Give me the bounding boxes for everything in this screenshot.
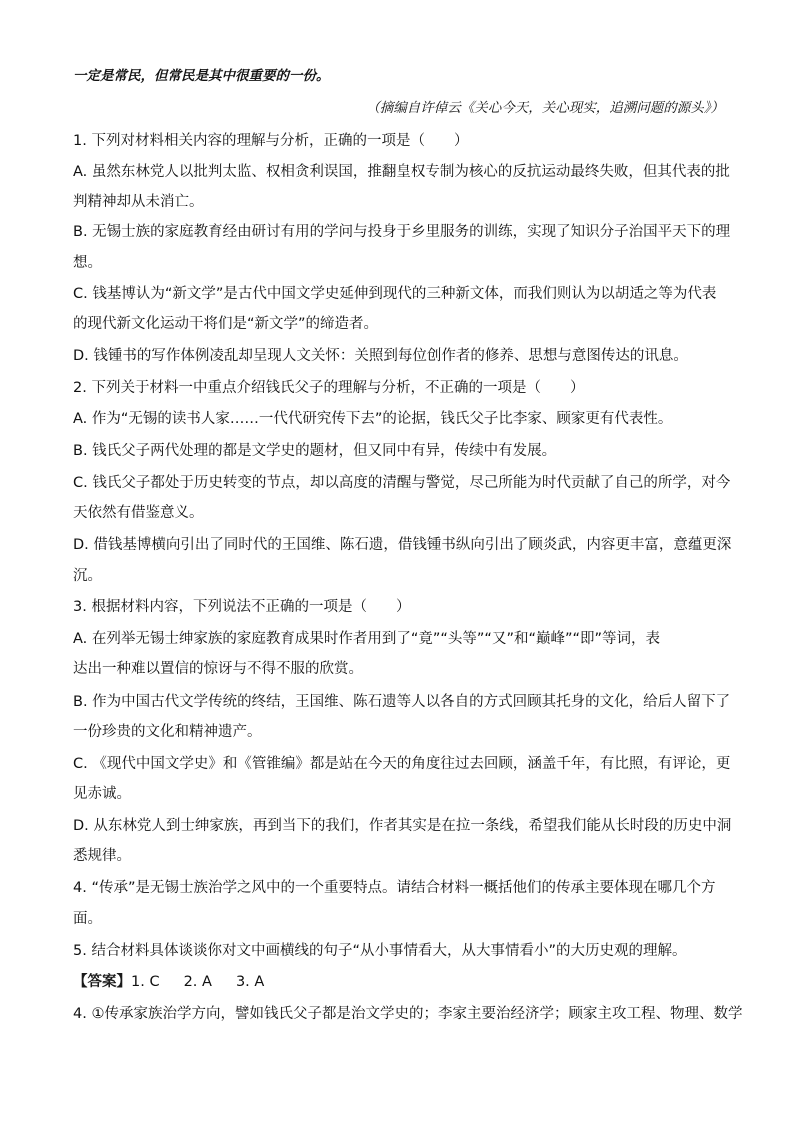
q3-option-c-cont: 见赤诚。 xyxy=(73,786,131,802)
q3-option-a: A. 在列举无锡士绅家族的家庭教育成果时作者用到了“竟”“头等”“又”和“巅峰”“即”等词，表 xyxy=(73,631,660,647)
q3-stem: 3. 根据材料内容，下列说法不正确的一项是（ ） xyxy=(73,599,411,615)
q3-option-b: B. 作为中国古代文学传统的终结，王国维、陈石遗等人以各自的方式回顾其托身的文化，给后人留下了 xyxy=(73,694,731,710)
q3-option-a-cont: 达出一种难以置信的惊讶与不得不服的欣赏。 xyxy=(73,661,363,677)
source-citation: （摘编自许倬云《关心今天，关心现实，追溯问题的源头》） xyxy=(366,100,724,116)
q2-option-c-cont: 天依然有借鉴意义。 xyxy=(73,505,204,521)
q3-option-d-cont: 悉规律。 xyxy=(73,848,131,864)
q4-stem: 4. “传承”是无锡士族治学之风中的一个重要特点。请结合材料一概括他们的传承主要体现在哪几个方 xyxy=(73,880,716,896)
q1-option-a: A. 虽然东林党人以批判太监、权相贪利误国，推翻皇权专制为核心的反抗运动最终失败，但其代表的批 xyxy=(73,164,730,180)
q1-option-b-cont: 想。 xyxy=(73,255,102,271)
answer-2: 2. A xyxy=(183,974,212,990)
q1-option-a-cont: 判精神却从未消亡。 xyxy=(73,194,204,210)
q2-option-d: D. 借钱基博横向引出了同时代的王国维、陈石遗，借钱锺书纵向引出了顾炎武，内容更丰富，意蕴更深 xyxy=(73,537,732,553)
q2-option-c: C. 钱氏父子都处于历史转变的节点，却以高度的清醒与警觉，尽己所能为时代贡献了自己的所学，对今 xyxy=(73,475,731,491)
q1-option-c: C. 钱基博认为“新文学”是古代中国文学史延伸到现代的三种新文体，而我们则认为以胡适之等为代表 xyxy=(73,286,717,302)
q3-option-b-cont: 一份珍贵的文化和精神遗产。 xyxy=(73,724,262,740)
answer-label: 【答案】 xyxy=(73,974,131,990)
answer-1: 1. C xyxy=(131,974,160,990)
intro-tail-text: 一定是常民，但常民是其中很重要的一份。 xyxy=(73,68,330,84)
q5-stem: 5. 结合材料具体谈谈你对文中画横线的句子“从小事情看大，从大事情看小”的大历史观的理解。 xyxy=(73,943,687,959)
q1-option-c-cont: 的现代新文化运动干将们是“新文学”的缔造者。 xyxy=(73,316,379,332)
q1-option-d: D. 钱锺书的写作体例凌乱却呈现人文关怀：关照到每位创作者的修养、思想与意图传达的讯息。 xyxy=(73,348,688,364)
q2-option-b: B. 钱氏父子两代处理的都是文学史的题材，但又同中有异，传续中有发展。 xyxy=(73,443,557,459)
q3-option-c: C. 《现代中国文学史》和《管锥编》都是站在今天的角度往过去回顾，涵盖千年，有比照，有评论，更 xyxy=(73,756,731,772)
answer-line xyxy=(73,972,288,992)
q3-option-d: D. 从东林党人到士绅家族，再到当下的我们，作者其实是在拉一条线，希望我们能从长时段的历史中洞 xyxy=(73,818,732,834)
q1-option-b: B. 无锡士族的家庭教育经由研讨有用的学问与投身于乡里服务的训练，实现了知识分子治国平天下的理 xyxy=(73,224,731,240)
q2-stem: 2. 下列关于材料一中重点介绍钱氏父子的理解与分析，不正确的一项是（ ） xyxy=(73,380,585,396)
q2-option-a: A. 作为“无锡的读书人家……一代代研究传下去”的论据，钱氏父子比李家、顾家更有代表性。 xyxy=(73,411,673,427)
q2-option-d-cont: 沉。 xyxy=(73,568,102,584)
answer-4-text: 4. ①传承家族治学方向，譬如钱氏父子都是治文学史的；李家主要治经济学；顾家主攻工程、物理、数学 xyxy=(73,1006,743,1022)
q4-stem-cont: 面。 xyxy=(73,911,102,927)
q1-stem: 1. 下列对材料相关内容的理解与分析，正确的一项是（ ） xyxy=(73,133,469,149)
answer-3: 3. A xyxy=(235,974,265,990)
